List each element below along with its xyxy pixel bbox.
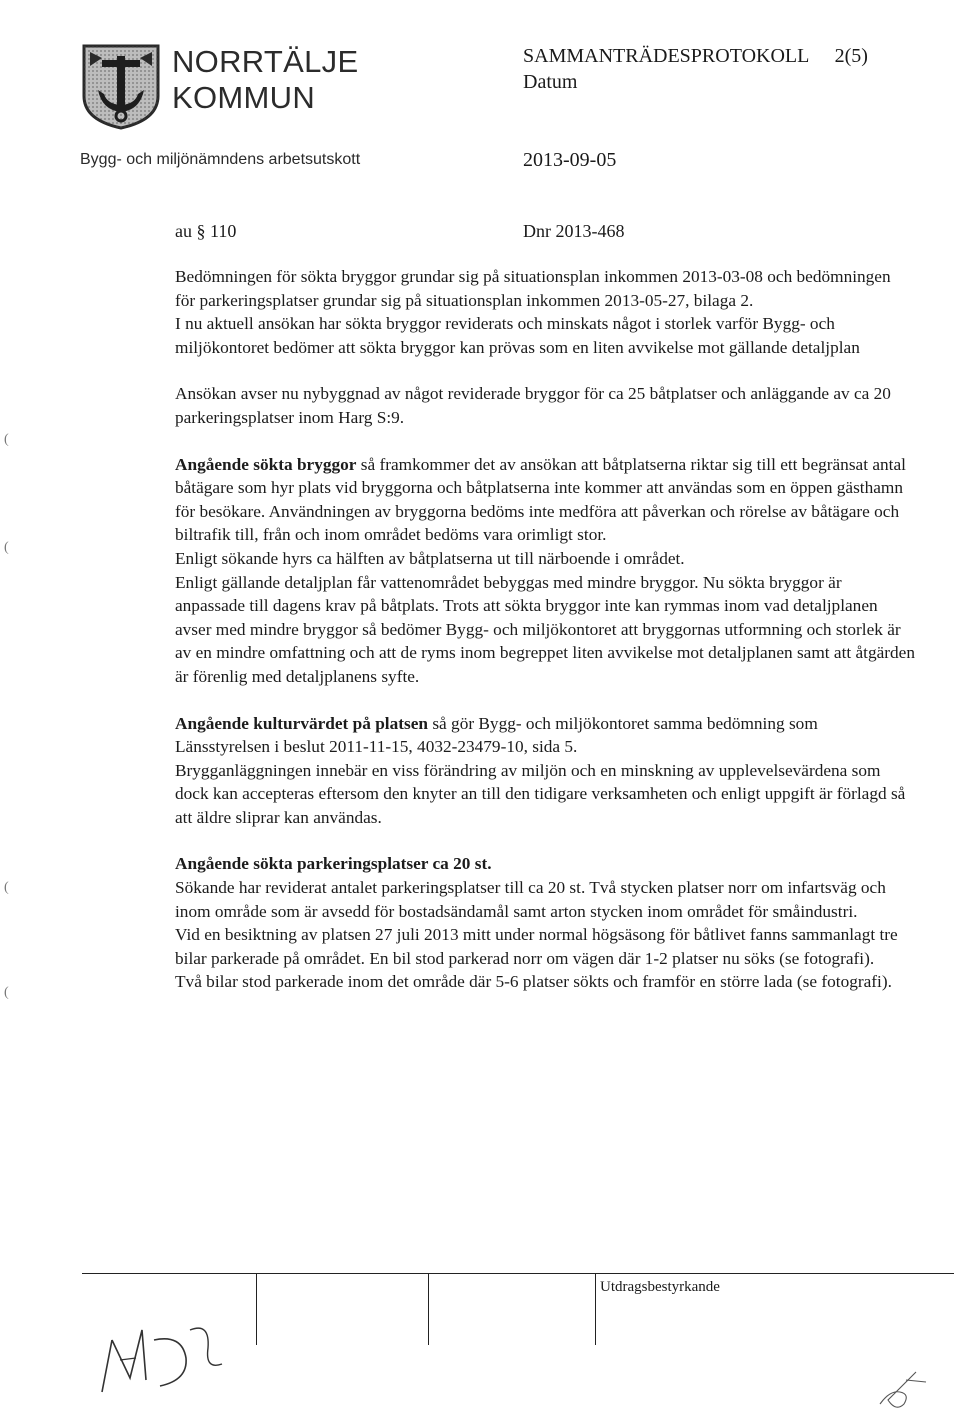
- paragraph: Bedömningen för sökta bryggor grundar sig på situationsplan inkommen 2013-03-08 och bedömningen för parkeringsplatser grundar sig på situationsplan inkommen 2013-05-27, bilaga 2.: [175, 267, 891, 310]
- paragraph: Enligt sökande hyrs ca hälften av båtplatserna ut till närboende i området.: [175, 548, 685, 568]
- page-indicator: 2(5): [834, 45, 868, 67]
- org-name-line2: KOMMUN: [172, 80, 316, 115]
- handwritten-signature-icon: [90, 1300, 250, 1400]
- paragraph: Vid en besiktning av platsen 27 juli 2013 mitt under normal högsäsong för båtlivet fanns sammanlagt tre bilar parkerade på området. En bil stod parkerad norr om vägen där 1-2 platser nu söks (se fotografi).: [175, 925, 898, 968]
- municipality-logo-anchor-icon: [80, 42, 162, 130]
- paragraph-heading: Angående kulturvärdet på platsen: [175, 713, 429, 733]
- margin-mark: (: [4, 540, 9, 555]
- date-value: 2013-09-05: [523, 149, 617, 171]
- paragraph-text: så gör Bygg- och miljökontoret samma bedömning som Länsstyrelsen i beslut 2011-11-15, 4032-23479-10, sida 5.: [175, 713, 818, 757]
- paragraph: Ansökan avser nu nybyggnad av något reviderade bryggor för ca 25 båtplatser och anläggande av ca 20 parkeringsplatser inom Harg S:9.: [175, 384, 891, 427]
- document-title-text: SAMMANTRÄDESPROTOKOLL: [523, 45, 809, 67]
- paragraph: Brygganläggningen innebär en viss förändring av miljön och en minskning av upplevelsevärdena som dock kan accepteras eftersom den knyter an till den tidigare verksamheten och enligt uppgift är förlagd så att äldre sliprar kan användas.: [175, 760, 906, 827]
- organization-name: [172, 44, 358, 116]
- footer-column-divider: [595, 1273, 596, 1345]
- paragraph: [175, 453, 915, 547]
- margin-mark: (: [4, 432, 9, 447]
- case-number: Dnr 2013-468: [523, 221, 625, 241]
- paragraph-heading: Angående sökta parkeringsplatser ca 20 st.: [175, 854, 492, 874]
- paragraph-text: så framkommer det av ansökan att båtplatserna riktar sig till ett begränsat antal båtägare som hyr plats vid bryggorna och båtplatserna inte kommer att användas som en öppen gästhamn för besökare. Användningen av bryggorna bedöms inte medföra att påverkan och rörelse av båtägare och biltrafik till, från och inom området bedöms vara orimligt stor.: [175, 454, 906, 545]
- footer-column-divider: [428, 1273, 429, 1345]
- section-reference: au § 110: [175, 221, 237, 241]
- paragraph: Enligt gällande detaljplan får vattenområdet bebyggas med mindre bryggor. Nu sökta bryggor är anpassade till dagens krav på båtplats. Trots att sökta bryggor inte kan rymmas inom vad detaljplanen avser med mindre bryggor så bedömer Bygg- och miljökontoret att bryggornas utformning och storlek är av en mindre omfattning och att de ryms inom begreppet liten avvikelse mot detaljplanen samt att åtgärden är förenlig med detaljplanens syfte.: [175, 572, 915, 686]
- document-body: [175, 265, 915, 994]
- paragraph: I nu aktuell ansökan har sökta bryggor reviderats och minskats något i storlek varför Bygg- och miljökontoret bedömer att sökta bryggor kan prövas som en liten avvikelse mot gällande detaljplan: [175, 314, 860, 357]
- date-label: Datum: [523, 71, 578, 93]
- org-name-line1: NORRTÄLJE: [172, 44, 359, 79]
- paragraph: [175, 712, 915, 759]
- document-title: [523, 44, 868, 68]
- certification-label: Utdragsbestyrkande: [600, 1279, 720, 1295]
- margin-mark: (: [4, 880, 9, 895]
- margin-mark: (: [4, 985, 9, 1000]
- paragraph: [175, 852, 915, 876]
- paragraph: Två bilar stod parkerade inom det område där 5-6 platser sökts och framför en större lada (se fotografi).: [175, 972, 892, 992]
- paragraph-heading: Angående sökta bryggor: [175, 454, 357, 474]
- footer-column-divider: [256, 1273, 257, 1345]
- paragraph: Sökande har reviderat antalet parkeringsplatser till ca 20 st. Två stycken platser norr om infartsväg och inom område som är avsedd för bostadsändamål samt arton stycken inom området för småindustri.: [175, 878, 886, 921]
- footer-divider: [82, 1273, 954, 1274]
- initials-icon: [860, 1360, 940, 1410]
- committee-name: Bygg- och miljönämndens arbetsutskott: [80, 151, 361, 168]
